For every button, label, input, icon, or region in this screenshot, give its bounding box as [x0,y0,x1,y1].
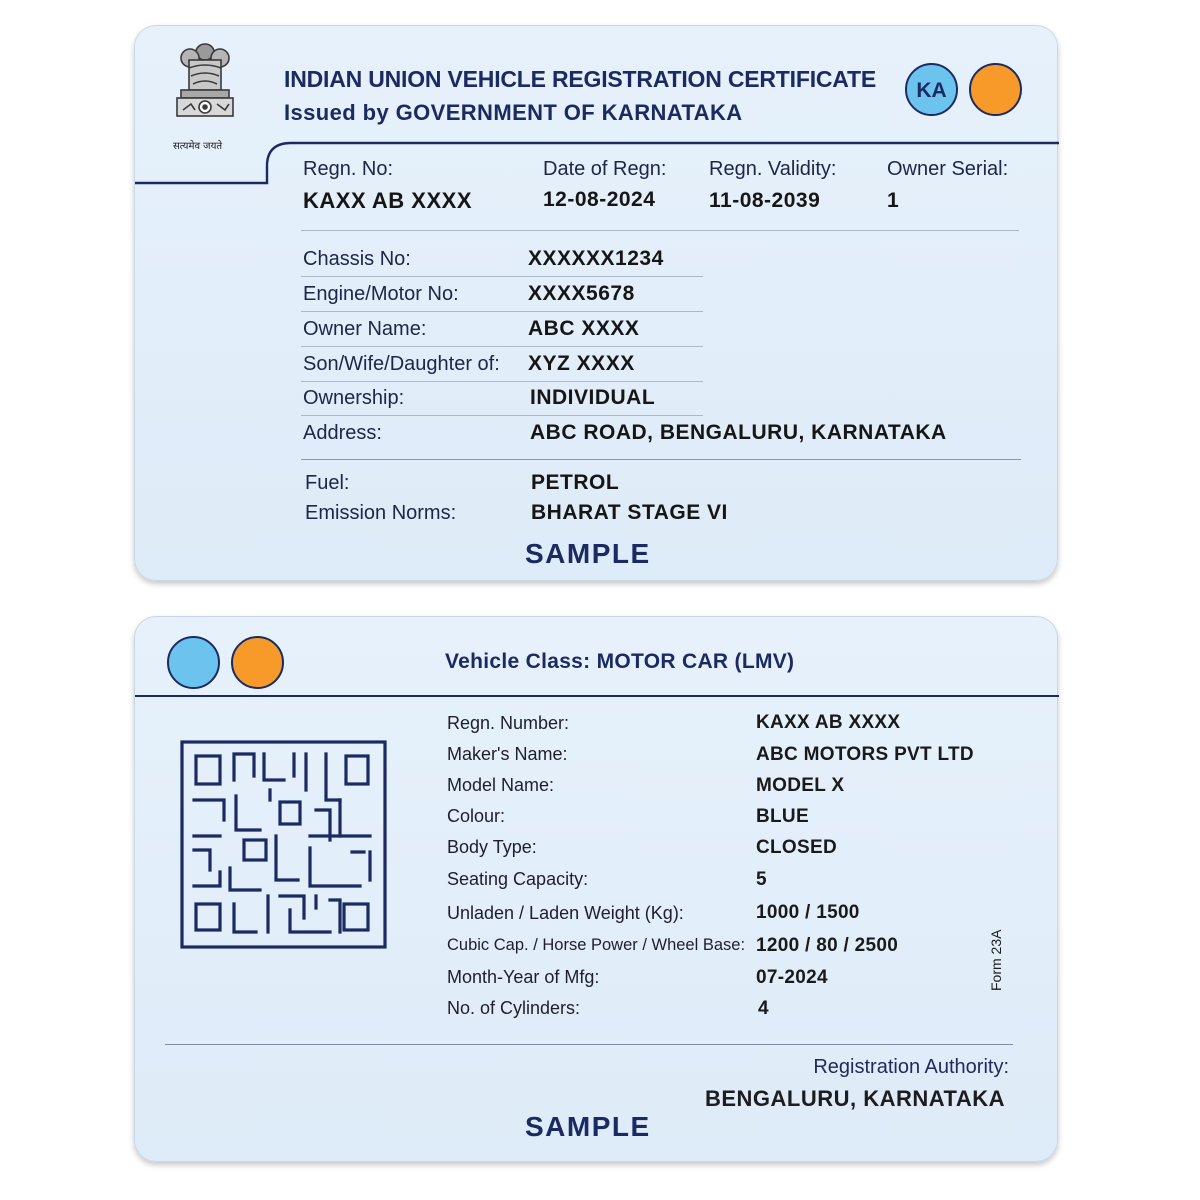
ownership-value: INDIVIDUAL [530,386,656,409]
weight-label: Unladen / Laden Weight (Kg): [447,903,684,923]
regn-no-label: Regn. No: [303,158,394,180]
authority-label: Registration Authority: [813,1056,1009,1078]
month-year-mfg-label: Month-Year of Mfg: [447,967,600,987]
owner-name-label: Owner Name: [303,318,427,340]
row-divider [301,415,703,416]
details-divider [301,459,1021,460]
rc-front-card [134,25,1058,581]
relation-value: XYZ XXXX [528,352,635,375]
chassis-no-label: Chassis No: [303,248,411,270]
row-divider [301,381,703,382]
top-fields-divider [301,230,1019,231]
ownership-label: Ownership: [303,387,405,409]
owner-serial-label: Owner Serial: [887,158,1009,180]
emblem-caption: सत्यमेव जयते [173,141,223,152]
row-divider [301,346,703,347]
relation-label: Son/Wife/Daughter of: [303,353,500,375]
regn-validity-label: Regn. Validity: [709,158,837,180]
date-of-regn-label: Date of Regn: [543,158,667,180]
owner-serial-value: 1 [887,189,900,212]
owner-name-value: ABC XXXX [528,317,640,340]
emission-norms-value: BHARAT STAGE VI [531,501,728,524]
emission-norms-label: Emission Norms: [305,502,457,524]
engine-no-value: XXXX5678 [528,282,635,305]
weight-value: 1000 / 1500 [756,902,860,923]
form-number: Form 23A [988,929,1004,991]
rc-back-card [134,616,1058,1162]
row-divider [301,276,703,277]
sample-watermark: SAMPLE [525,538,651,569]
state-code-label: KA [916,79,947,102]
makers-name-value: ABC MOTORS PVT LTD [756,744,974,765]
capacity-power-wheelbase-value: 1200 / 80 / 2500 [756,935,899,956]
certificate-title: INDIAN UNION VEHICLE REGISTRATION CERTIFICATE [284,66,876,92]
body-type-label: Body Type: [447,837,537,857]
seating-capacity-value: 5 [756,869,767,890]
engine-no-label: Engine/Motor No: [303,283,459,305]
qr-code-icon [180,740,388,950]
regn-no-value: KAXX AB XXXX [303,188,473,213]
colour-value: BLUE [756,806,809,827]
header-divider [135,695,1059,697]
vehicle-class-title: Vehicle Class: MOTOR CAR (LMV) [445,650,795,673]
cylinders-label: No. of Cylinders: [447,998,581,1018]
chassis-no-value: XXXXXX1234 [528,247,664,270]
issuer-line: Issued by GOVERNMENT OF KARNATAKA [284,100,743,125]
seating-capacity-label: Seating Capacity: [447,869,589,889]
fuel-label: Fuel: [305,472,350,494]
date-of-regn-value: 12-08-2024 [543,188,656,211]
state-emblem-icon [165,38,245,138]
colour-label: Colour: [447,806,506,826]
orange-dot [231,636,284,689]
authority-value: BENGALURU, KARNATAKA [704,1086,1005,1111]
makers-name-label: Maker's Name: [447,744,568,764]
address-label: Address: [303,422,382,444]
state-code-badge [905,63,958,116]
model-name-value: MODEL X [756,775,845,796]
sample-watermark: SAMPLE [525,1111,651,1142]
fuel-value: PETROL [531,471,620,494]
model-name-label: Model Name: [447,775,555,795]
cylinders-value: 4 [758,998,769,1019]
orange-dot [969,63,1022,116]
footer-divider [165,1044,1013,1045]
regn-number-value: KAXX AB XXXX [756,712,901,733]
row-divider [301,311,703,312]
address-value: ABC ROAD, BENGALURU, KARNATAKA [530,421,947,444]
month-year-mfg-value: 07-2024 [756,967,828,988]
blue-dot [167,636,220,689]
body-type-value: CLOSED [756,837,837,858]
regn-number-label: Regn. Number: [447,713,570,733]
regn-validity-value: 11-08-2039 [709,189,821,212]
capacity-power-wheelbase-label: Cubic Cap. / Horse Power / Wheel Base: [447,936,746,954]
